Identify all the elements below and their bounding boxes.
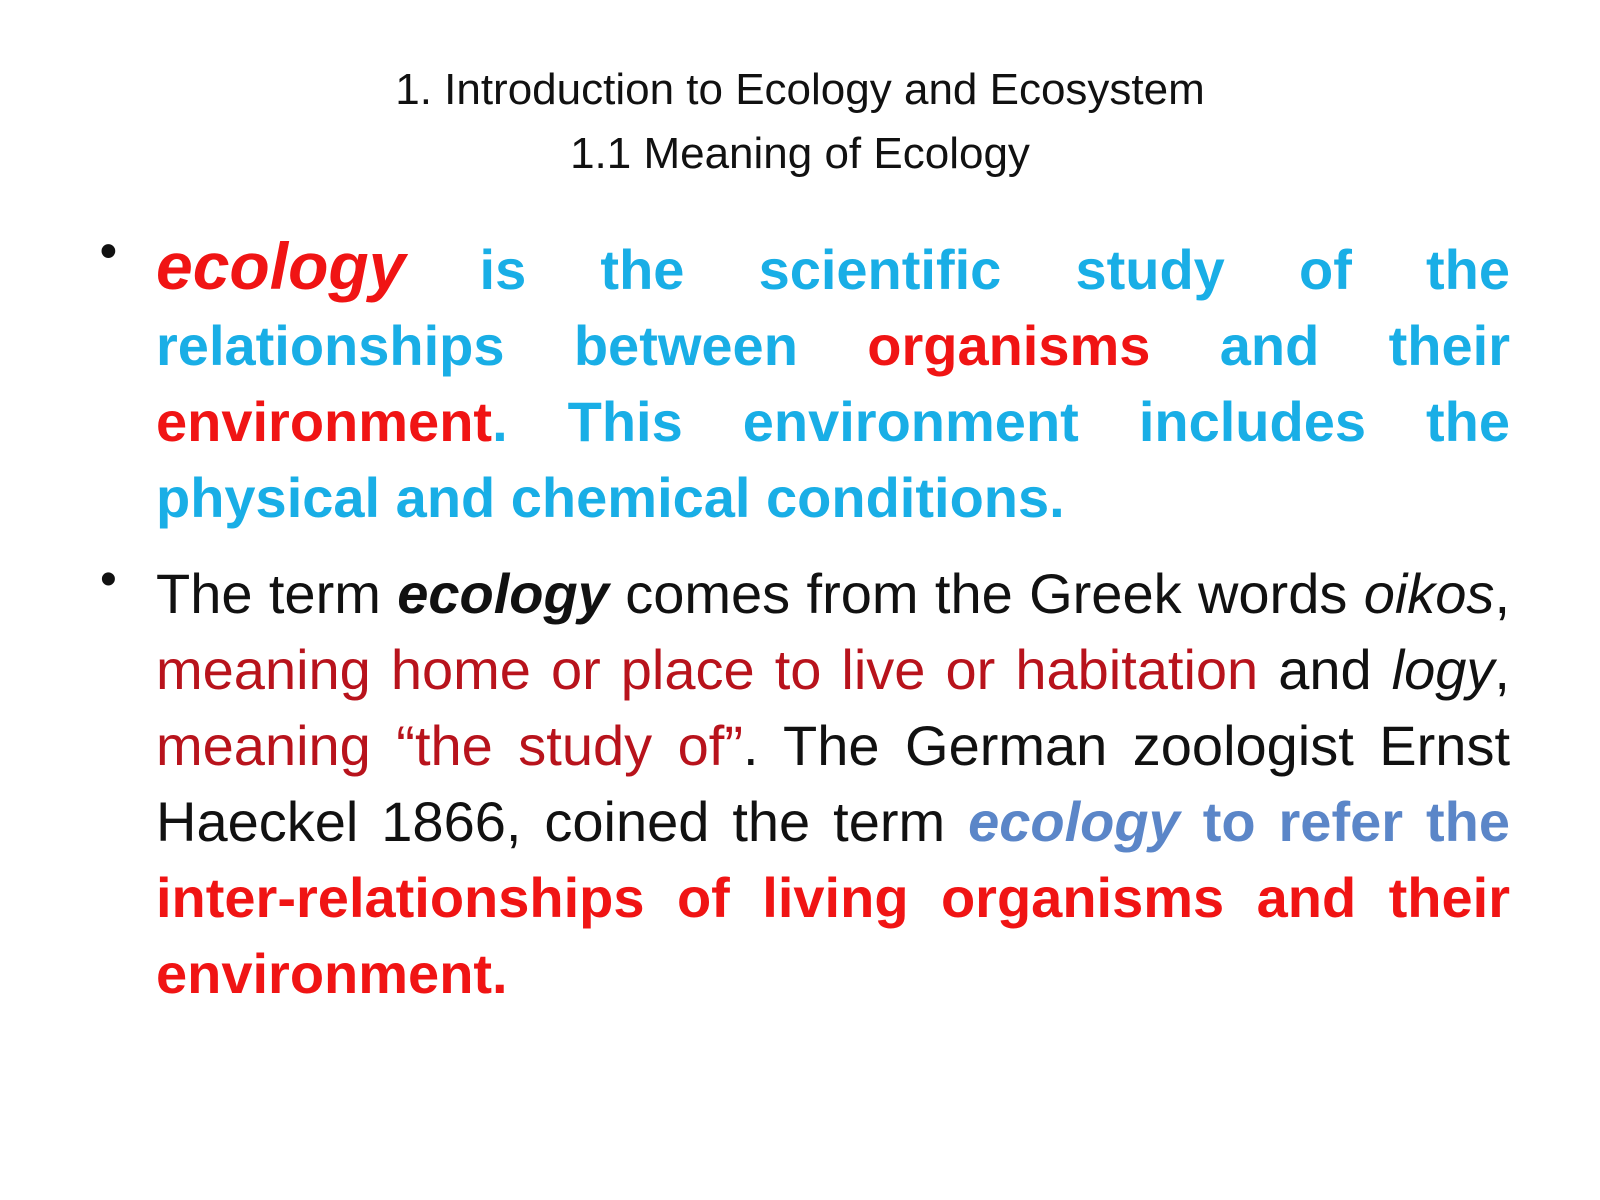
oikos-meaning: meaning home or place to live or habitation xyxy=(156,638,1259,701)
definition-text: . This environment includes the physical and chemical conditions. xyxy=(156,390,1510,529)
logy-term: logy xyxy=(1391,638,1495,701)
etymology-text: . The German zoologist Ernst Haeckel 1866, coined the term xyxy=(156,714,1510,853)
bullet-etymology xyxy=(92,553,1510,1012)
interrelationships-text: inter-relationships of living organisms and their environment. xyxy=(156,866,1510,1005)
bullet-dot-icon: • xyxy=(100,553,117,606)
oikos-term: oikos xyxy=(1363,562,1495,625)
ecology-term-blue: ecology xyxy=(968,790,1180,853)
logy-meaning: meaning “the study of” xyxy=(156,714,743,777)
bullet-list xyxy=(92,225,1510,1032)
title-line-2: 1.1 Meaning of Ecology xyxy=(570,129,1030,178)
slide-title xyxy=(0,58,1600,186)
ecology-term: ecology xyxy=(156,229,406,303)
etymology-text: The term xyxy=(156,562,398,625)
organisms-term: organisms xyxy=(867,314,1151,377)
title-line-1: 1. Introduction to Ecology and Ecosystem xyxy=(395,65,1205,114)
bullet-dot-icon: • xyxy=(100,225,117,278)
etymology-text: and xyxy=(1258,638,1392,701)
etymology-text: comes from the Greek words xyxy=(608,562,1364,625)
refer-text: to refer the xyxy=(1179,790,1510,853)
definition-text: and their xyxy=(1150,314,1510,377)
definition-text: is the scientific study of the relationships between xyxy=(156,238,1510,377)
bullet-definition xyxy=(92,225,1510,536)
etymology-text: , xyxy=(1494,562,1510,625)
etymology-text: , xyxy=(1494,638,1510,701)
ecology-term: ecology xyxy=(397,562,609,625)
environment-term: environment xyxy=(156,390,493,453)
